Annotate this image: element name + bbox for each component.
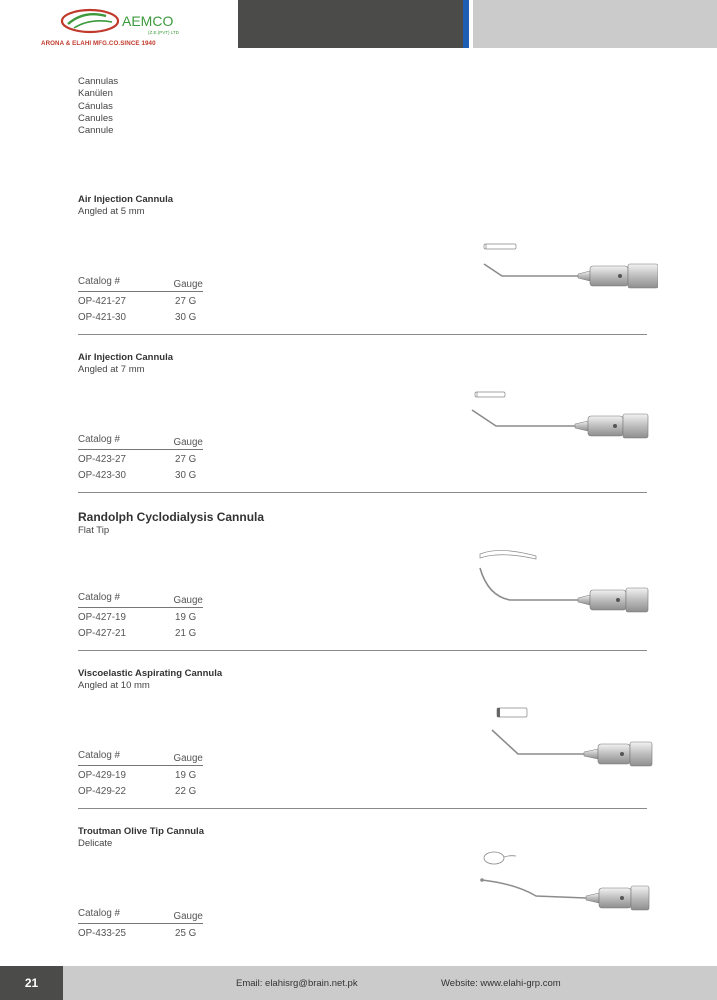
language-label: Kanülen xyxy=(78,88,113,100)
cannula-illustration xyxy=(488,704,653,774)
catalog-table xyxy=(78,592,205,640)
section-divider xyxy=(78,334,647,335)
cannula-illustration xyxy=(470,388,650,450)
product-section xyxy=(78,194,648,323)
gauge-header: Gauge xyxy=(173,911,203,922)
gauge-value: 30 G xyxy=(175,470,197,481)
header-light-block xyxy=(473,0,717,48)
product-subtitle: Angled at 7 mm xyxy=(78,364,145,375)
leaf-emblem-icon xyxy=(62,10,118,32)
catalog-number: OP-423-30 xyxy=(78,470,126,481)
catalog-header: Catalog # xyxy=(78,276,120,287)
product-subtitle: Angled at 10 mm xyxy=(78,680,150,691)
brand-sub: (Z.E.(PVT) LTD xyxy=(148,30,179,35)
language-label: Cannule xyxy=(78,125,114,137)
catalog-table xyxy=(78,750,205,798)
gauge-value: 22 G xyxy=(175,786,197,797)
catalog-number: OP-423-27 xyxy=(78,454,126,465)
catalog-number: OP-427-21 xyxy=(78,628,126,639)
table-row xyxy=(78,311,205,324)
gauge-value: 21 G xyxy=(175,628,197,639)
product-section xyxy=(78,352,648,481)
gauge-value: 19 G xyxy=(175,612,197,623)
language-label: Cannulas xyxy=(78,76,119,87)
gauge-header: Gauge xyxy=(173,279,203,290)
catalog-header: Catalog # xyxy=(78,434,120,445)
category-languages xyxy=(78,76,118,137)
catalog-header: Catalog # xyxy=(78,750,120,761)
table-row xyxy=(78,453,205,466)
header-dark-block xyxy=(238,0,463,48)
product-subtitle: Flat Tip xyxy=(78,525,110,536)
gauge-value: 27 G xyxy=(175,454,197,465)
table-row xyxy=(78,469,205,482)
brand-name: AEMCO xyxy=(122,13,174,29)
footer-email: Email: elahisrg@brain.net.pk xyxy=(236,978,358,989)
page-number: 21 xyxy=(0,966,63,1000)
catalog-number: OP-427-19 xyxy=(78,612,126,623)
catalog-header: Catalog # xyxy=(78,592,120,603)
product-title: Viscoelastic Aspirating Cannula xyxy=(78,668,223,679)
product-title: Troutman Olive Tip Cannula xyxy=(78,826,204,837)
company-tagline: ARONA & ELAHI MFG.CO.SINCE 1940 xyxy=(41,40,156,47)
language-label: Canules xyxy=(78,112,113,124)
product-title: Air Injection Cannula xyxy=(78,194,174,205)
cannula-illustration xyxy=(470,546,650,616)
gauge-header: Gauge xyxy=(173,595,203,606)
catalog-number: OP-421-30 xyxy=(78,312,126,323)
table-row xyxy=(78,785,205,798)
catalog-table xyxy=(78,276,205,324)
language-label: Cánulas xyxy=(78,100,113,112)
catalog-number: OP-421-27 xyxy=(78,296,126,307)
table-row xyxy=(78,927,205,940)
product-section xyxy=(78,510,648,639)
catalog-table xyxy=(78,434,205,482)
table-row xyxy=(78,627,205,640)
footer-website: Website: www.elahi-grp.com xyxy=(441,978,561,989)
catalog-header: Catalog # xyxy=(78,908,120,919)
gauge-header: Gauge xyxy=(173,437,203,448)
product-section xyxy=(78,668,648,797)
product-subtitle: Delicate xyxy=(78,838,113,849)
catalog-number: OP-429-22 xyxy=(78,786,126,797)
section-divider xyxy=(78,808,647,809)
catalog-table xyxy=(78,908,205,940)
gauge-header: Gauge xyxy=(173,753,203,764)
catalog-number: OP-429-19 xyxy=(78,770,126,781)
product-title: Randolph Cyclodialysis Cannula xyxy=(78,510,265,524)
section-divider xyxy=(78,650,647,651)
table-row xyxy=(78,769,205,782)
section-divider xyxy=(78,492,647,493)
product-subtitle: Angled at 5 mm xyxy=(78,206,145,217)
cannula-illustration xyxy=(476,846,651,916)
catalog-number: OP-433-25 xyxy=(78,928,126,939)
table-row xyxy=(78,611,205,624)
gauge-value: 19 G xyxy=(175,770,197,781)
product-title: Air Injection Cannula xyxy=(78,352,174,363)
cannula-illustration xyxy=(478,240,658,300)
gauge-value: 30 G xyxy=(175,312,197,323)
table-row xyxy=(78,295,205,308)
gauge-value: 27 G xyxy=(175,296,197,307)
gauge-value: 25 G xyxy=(175,928,197,939)
footer-bar xyxy=(63,966,717,1000)
